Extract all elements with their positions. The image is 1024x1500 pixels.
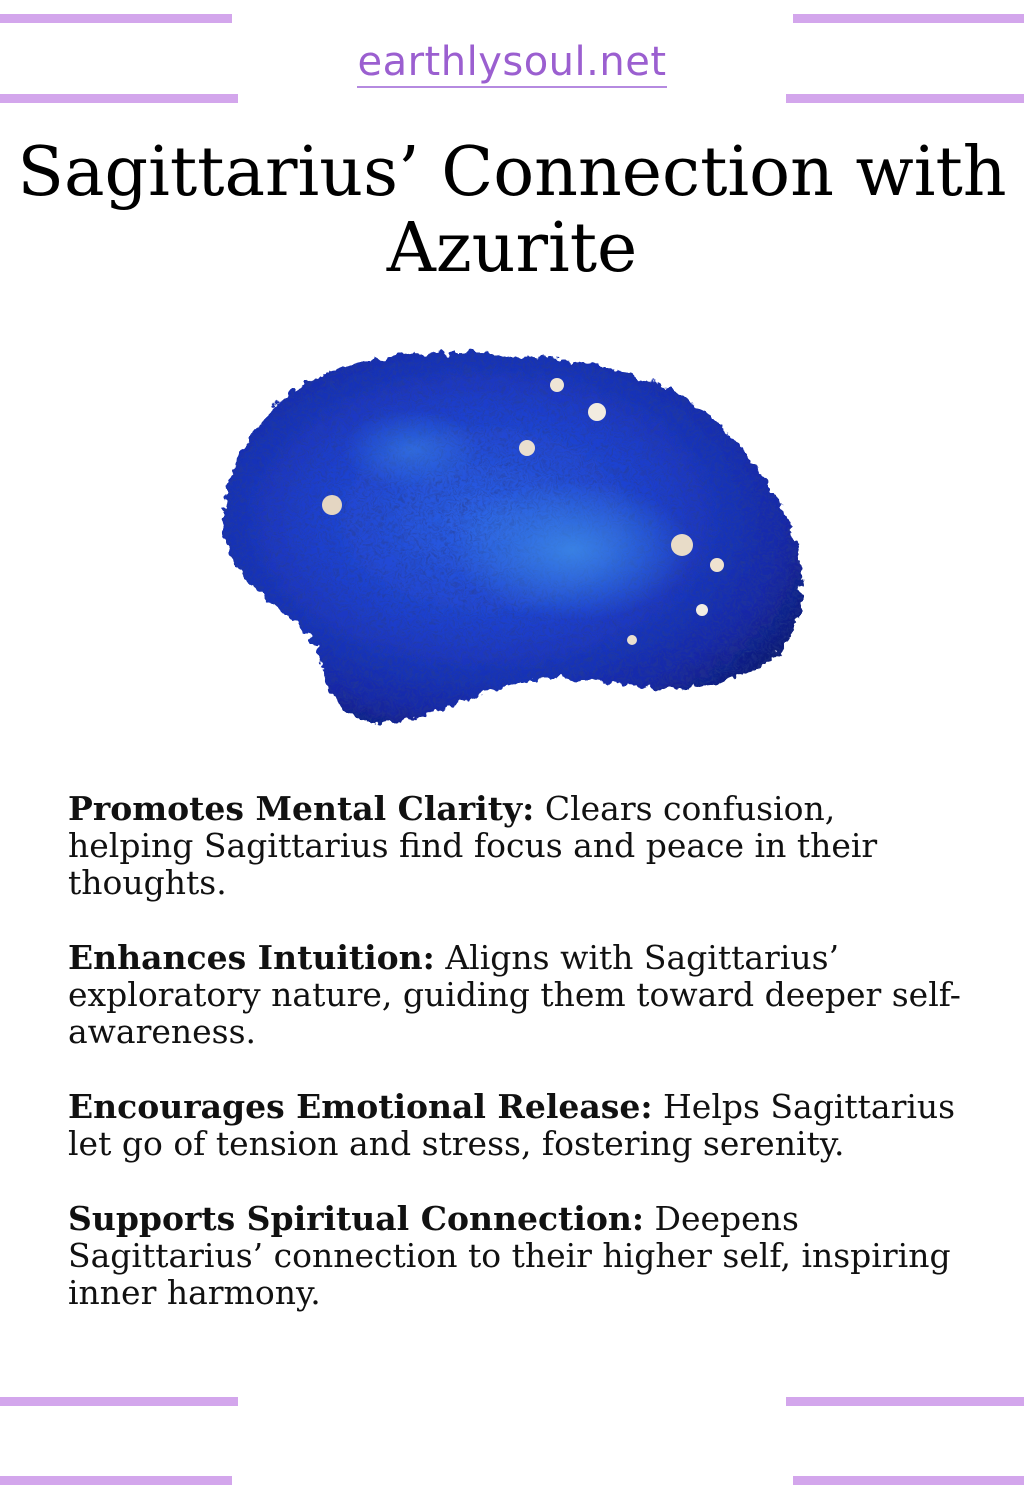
top-right-bar-upper	[793, 14, 1024, 23]
azurite-crystal-image	[212, 340, 812, 740]
site-logo-text: earthlysoul.net	[357, 40, 666, 86]
benefit-text: Helps Sagittarius let go of tension and stress, fostering serenity.	[68, 1087, 956, 1163]
benefit-heading: Supports Spiritual Connection:	[68, 1199, 645, 1238]
benefit-heading: Promotes Mental Clarity:	[68, 789, 535, 828]
benefit-heading: Encourages Emotional Release:	[68, 1087, 653, 1126]
logo-underline	[357, 86, 666, 88]
benefit-emotional-release	[68, 1088, 968, 1162]
bottom-right-bar-lower	[793, 1476, 1024, 1485]
top-left-bar-lower	[0, 94, 238, 103]
benefit-spiritual-connection	[68, 1200, 968, 1311]
page-title: Sagittarius’ Connection with Azurite	[17, 133, 1007, 288]
bottom-right-bar-upper	[786, 1397, 1024, 1406]
top-right-bar-lower	[786, 94, 1024, 103]
benefits-list	[68, 790, 968, 1349]
benefit-text: Clears confusion, helping Sagittarius find focus and peace in their thoughts.	[68, 789, 878, 902]
site-logo	[0, 40, 1024, 86]
benefit-text: Deepens Sagittarius’ connection to their higher self, inspiring inner harmony.	[68, 1199, 951, 1312]
benefit-mental-clarity	[68, 790, 968, 901]
benefit-intuition	[68, 939, 968, 1050]
top-left-bar-upper	[0, 14, 232, 23]
benefit-text: Aligns with Sagittarius’ exploratory nature, guiding them toward deeper self-awareness.	[68, 938, 961, 1051]
bottom-left-bar-upper	[0, 1397, 238, 1406]
bottom-left-bar-lower	[0, 1476, 232, 1485]
benefit-heading: Enhances Intuition:	[68, 938, 435, 977]
